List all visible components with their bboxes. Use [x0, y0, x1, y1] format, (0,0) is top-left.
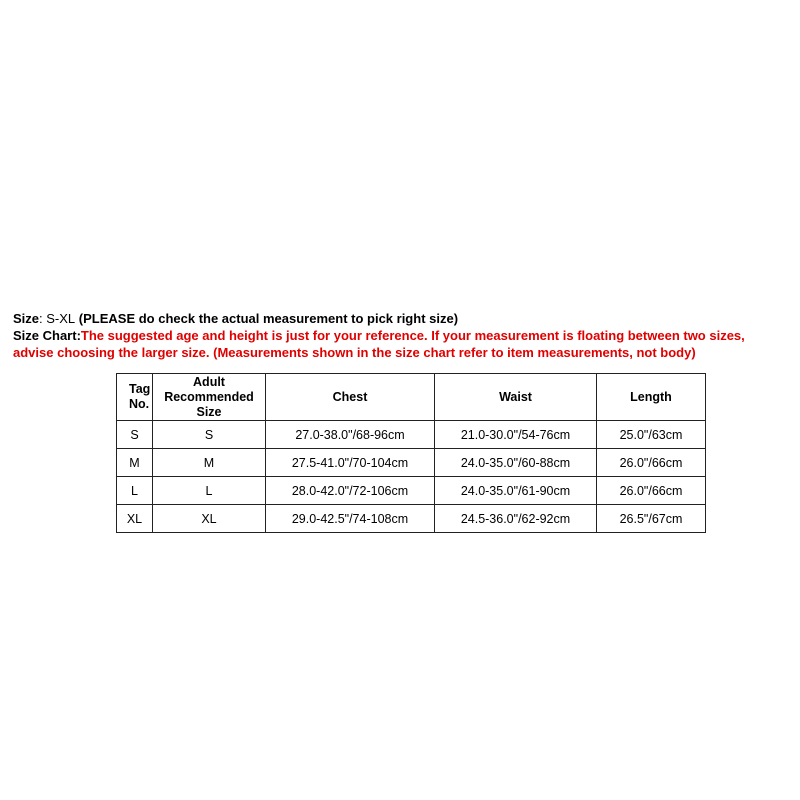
cell-chest: 28.0-42.0"/72-106cm: [266, 477, 435, 505]
header-tag-no: Tag No.: [117, 374, 153, 421]
cell-tag: L: [117, 477, 153, 505]
cell-length: 25.0"/63cm: [597, 421, 706, 449]
cell-tag: M: [117, 449, 153, 477]
size-chart-note-2: advise choosing the larger size. (Measurements shown in the size chart refer to item measurements, not body): [13, 345, 696, 360]
size-chart-line: [13, 327, 798, 344]
cell-tag: S: [117, 421, 153, 449]
cell-chest: 27.0-38.0"/68-96cm: [266, 421, 435, 449]
header-length: Length: [597, 374, 706, 421]
size-label: Size: [13, 311, 40, 326]
size-line: [13, 310, 798, 327]
size-table: [116, 373, 706, 533]
cell-chest: 27.5-41.0"/70-104cm: [266, 449, 435, 477]
size-note: (PLEASE do check the actual measurement to pick right size): [75, 311, 459, 326]
cell-length: 26.0"/66cm: [597, 477, 706, 505]
header-chest: Chest: [266, 374, 435, 421]
cell-waist: 24.0-35.0"/60-88cm: [435, 449, 597, 477]
cell-adult-size: L: [153, 477, 266, 505]
cell-chest: 29.0-42.5"/74-108cm: [266, 505, 435, 533]
cell-adult-size: M: [153, 449, 266, 477]
cell-tag: XL: [117, 505, 153, 533]
header-adult-recommended-size: Adult Recommended Size: [153, 374, 266, 421]
size-notes: [13, 310, 798, 361]
cell-waist: 24.0-35.0"/61-90cm: [435, 477, 597, 505]
cell-waist: 24.5-36.0"/62-92cm: [435, 505, 597, 533]
table-row: [117, 449, 706, 477]
table-row: [117, 421, 706, 449]
table-row: [117, 477, 706, 505]
cell-length: 26.5"/67cm: [597, 505, 706, 533]
cell-length: 26.0"/66cm: [597, 449, 706, 477]
cell-adult-size: XL: [153, 505, 266, 533]
size-chart-label: Size Chart:: [13, 328, 81, 343]
table-row: [117, 505, 706, 533]
header-waist: Waist: [435, 374, 597, 421]
size-value: S-XL: [46, 311, 76, 326]
size-colon: :: [39, 311, 47, 326]
cell-waist: 21.0-30.0"/54-76cm: [435, 421, 597, 449]
size-chart-note-1: The suggested age and height is just for your reference. If your measurement is floating between two sizes,: [80, 328, 745, 343]
table-header-row: [117, 374, 706, 421]
cell-adult-size: S: [153, 421, 266, 449]
